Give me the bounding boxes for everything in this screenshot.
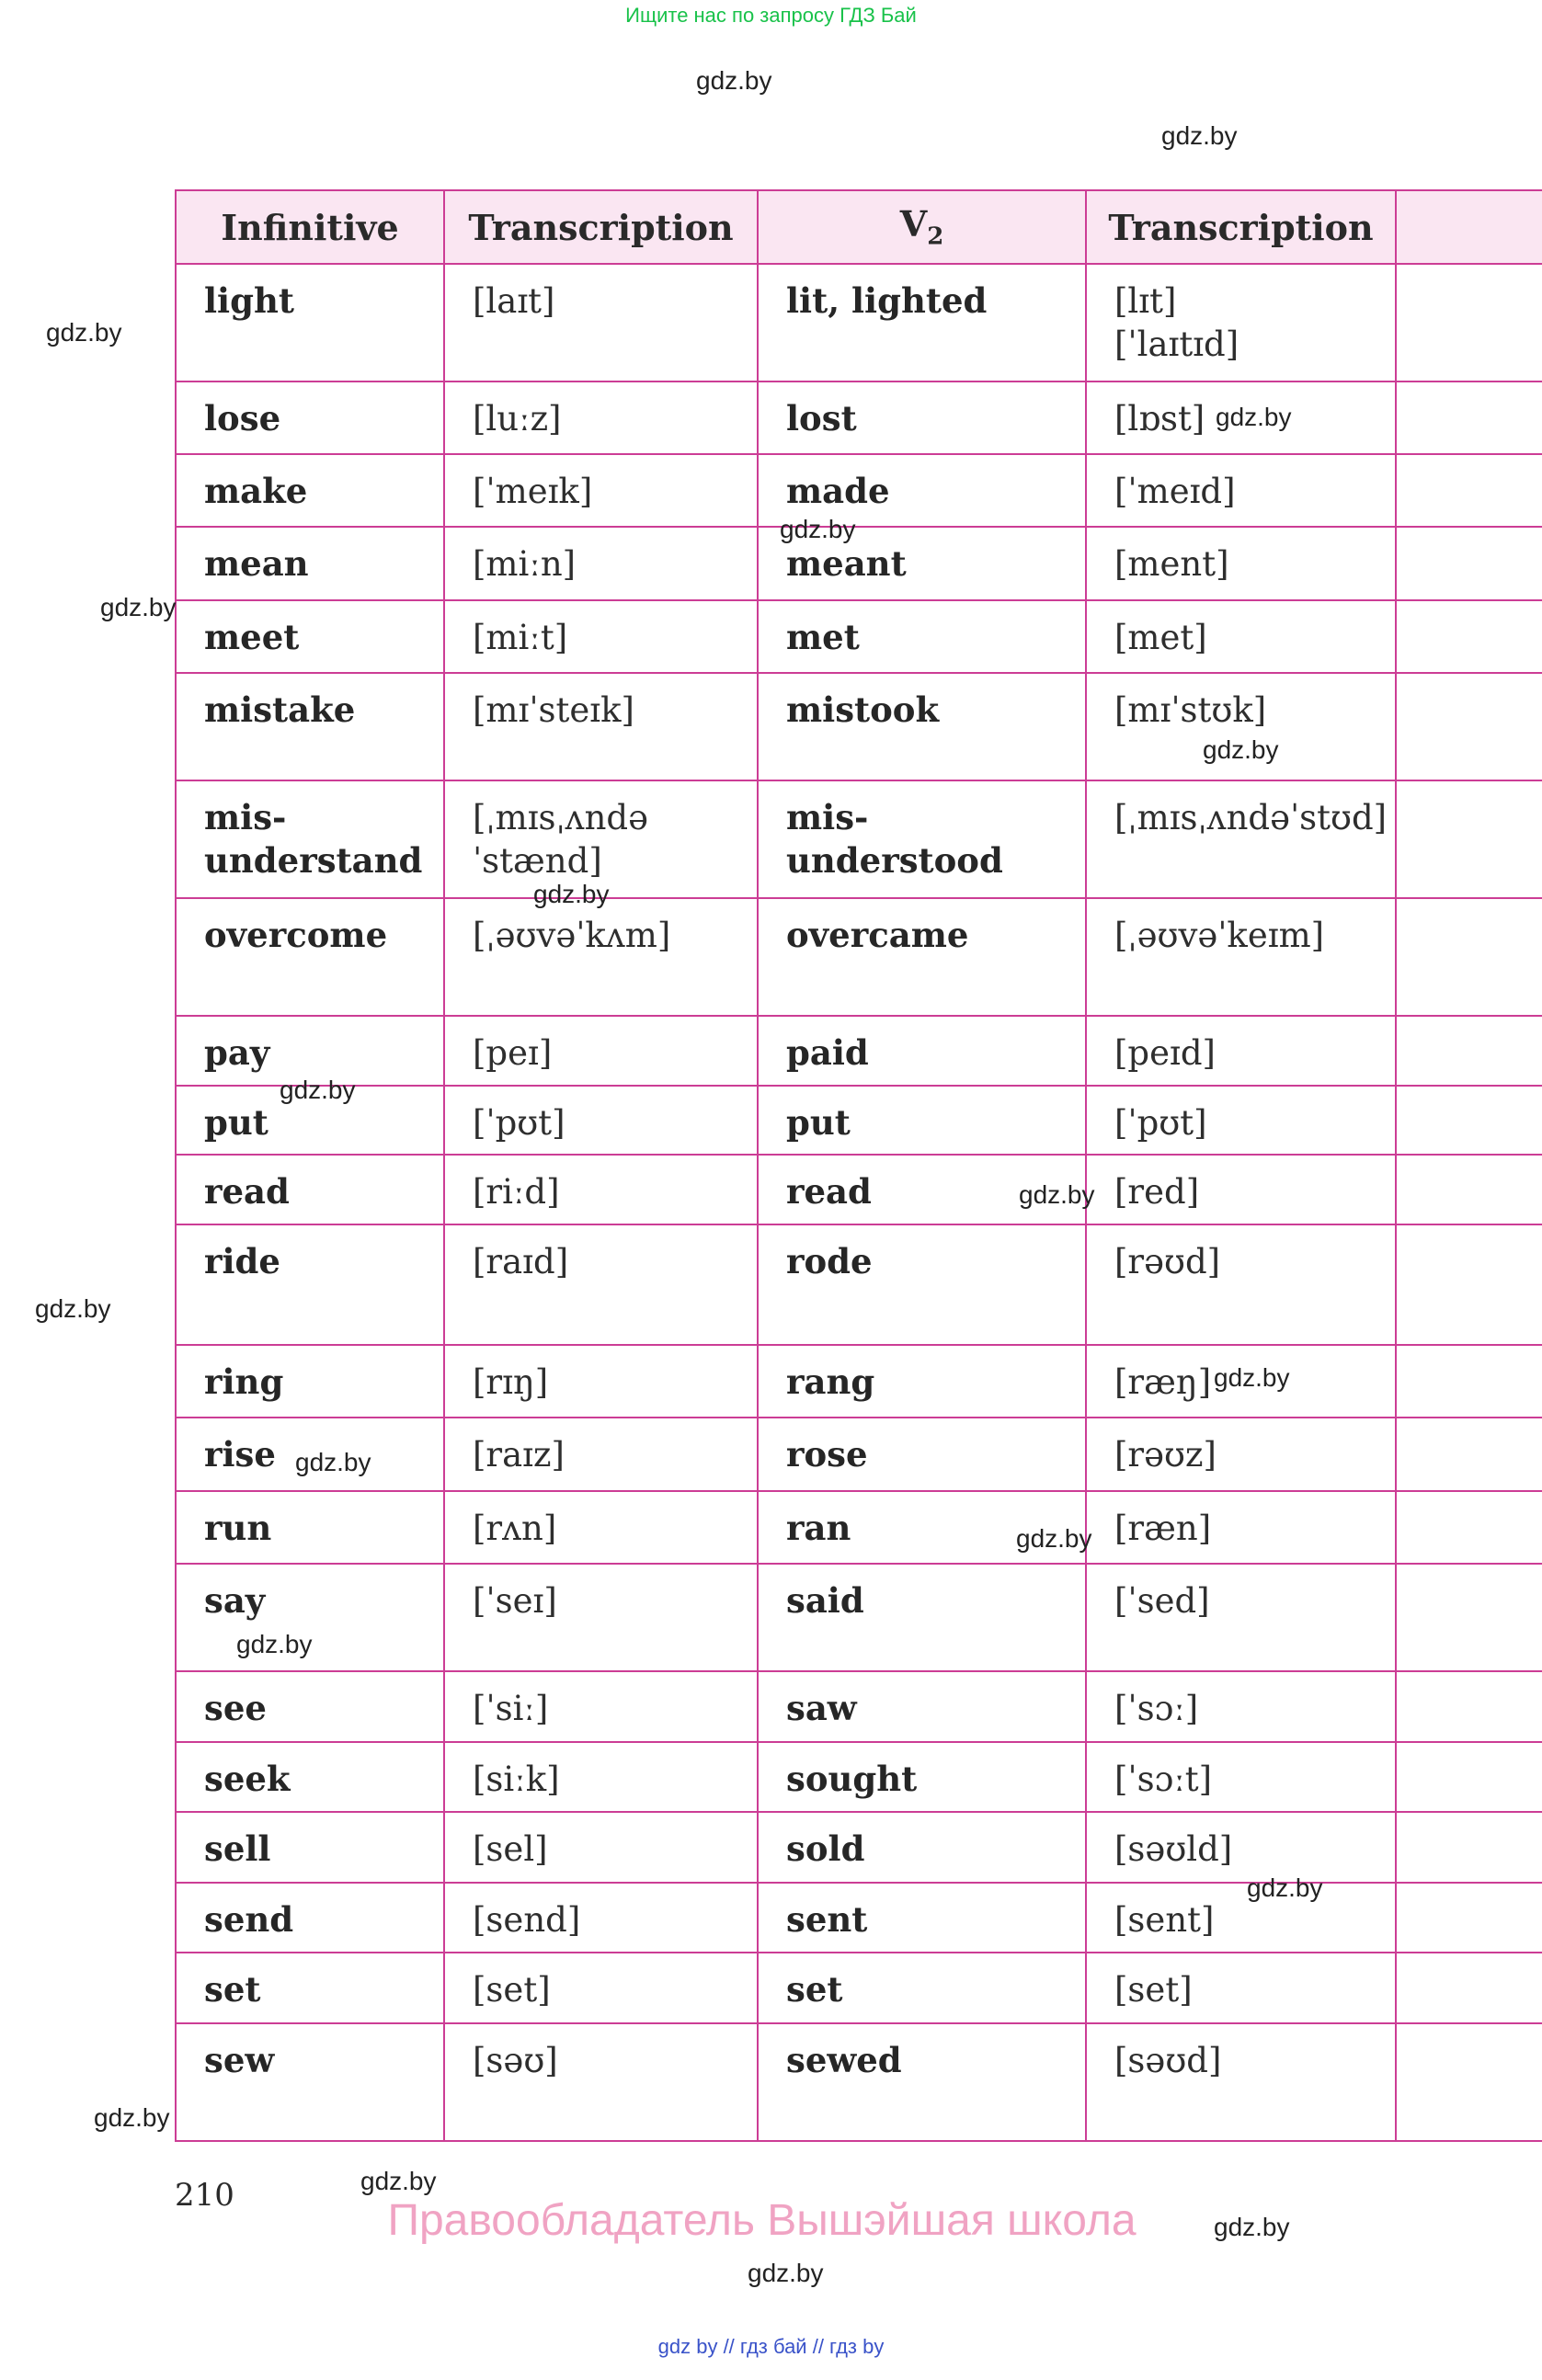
cell-v2 bbox=[758, 780, 1086, 898]
cell-transcription-2-text: [ræn] bbox=[1114, 1509, 1212, 1548]
cell-infinitive-text: make bbox=[204, 471, 308, 511]
cell-transcription-1 bbox=[444, 1418, 758, 1491]
cell-v2-text: rose bbox=[786, 1434, 868, 1475]
cell-infinitive-text: mistake bbox=[204, 689, 356, 730]
cell-v2-text: meant bbox=[786, 543, 907, 584]
cell-v2-text: paid bbox=[786, 1032, 869, 1073]
cell-transcription-1 bbox=[444, 1953, 758, 2023]
cell-infinitive-text: set bbox=[204, 1969, 261, 2010]
table-row bbox=[176, 1086, 1542, 1155]
cell-transcription-1-text: [raɪz] bbox=[473, 1435, 565, 1475]
cell-transcription-1 bbox=[444, 898, 758, 1016]
cell-transcription-1 bbox=[444, 1155, 758, 1224]
cell-infinitive bbox=[176, 673, 444, 780]
table-body bbox=[176, 264, 1542, 2141]
cell-transcription-2-text: [red] bbox=[1114, 1172, 1200, 1212]
cell-infinitive-text: seek bbox=[204, 1759, 291, 1799]
table-row bbox=[176, 898, 1542, 1016]
cell-transcription-1 bbox=[444, 1224, 758, 1345]
watermark: gdz.by bbox=[533, 880, 610, 908]
cell-transcription-2-text: [ˌmɪsˌʌndəˈstʊd] bbox=[1114, 798, 1388, 837]
watermark: gdz.by bbox=[360, 2167, 437, 2195]
cell-infinitive-text: overcome bbox=[204, 915, 388, 955]
cell-cutoff bbox=[1396, 1671, 1542, 1742]
cell-infinitive-text: mean bbox=[204, 543, 309, 584]
cell-infinitive-text: ride bbox=[204, 1241, 280, 1281]
cell-cutoff bbox=[1396, 1345, 1542, 1418]
table-header-row bbox=[176, 190, 1542, 264]
cell-infinitive bbox=[176, 1491, 444, 1564]
cell-transcription-1-text: [luːz] bbox=[473, 399, 562, 438]
watermark: gdz.by bbox=[1203, 735, 1279, 764]
cell-infinitive-text: light bbox=[204, 280, 294, 321]
cell-transcription-2-text: [set] bbox=[1114, 1970, 1193, 2010]
cell-transcription-2-text: [mɪˈstʊk] bbox=[1114, 690, 1267, 730]
cell-transcription-2 bbox=[1086, 1742, 1396, 1812]
table-row bbox=[176, 1883, 1542, 1953]
cell-transcription-1-text: [ˈseɪ] bbox=[473, 1581, 557, 1621]
cell-transcription-2 bbox=[1086, 1224, 1396, 1345]
cell-transcription-2-text: [lɒst] bbox=[1114, 399, 1205, 438]
cell-infinitive-text: meet bbox=[204, 617, 300, 657]
cell-transcription-2-text: [rəʊz] bbox=[1114, 1435, 1216, 1475]
cell-cutoff bbox=[1396, 1564, 1542, 1671]
cell-transcription-2 bbox=[1086, 1671, 1396, 1742]
cell-v2-text: lit, lighted bbox=[786, 280, 988, 321]
cell-cutoff bbox=[1396, 2023, 1542, 2141]
cell-transcription-1-text: [rɪŋ] bbox=[473, 1362, 549, 1402]
watermark: gdz.by bbox=[1214, 1363, 1290, 1392]
table-row bbox=[176, 454, 1542, 527]
cell-infinitive bbox=[176, 454, 444, 527]
cell-v2-text: read bbox=[786, 1171, 872, 1212]
cell-cutoff bbox=[1396, 1016, 1542, 1086]
cell-v2-text: rang bbox=[786, 1361, 875, 1402]
cell-transcription-1-text: [siːk] bbox=[473, 1759, 560, 1799]
cell-infinitive-text: sell bbox=[204, 1828, 271, 1869]
watermark: gdz.by bbox=[1214, 2213, 1290, 2241]
cell-transcription-1 bbox=[444, 264, 758, 381]
cell-v2-text: saw bbox=[786, 1688, 857, 1728]
cell-v2-text: made bbox=[786, 471, 890, 511]
cell-transcription-1-text: [set] bbox=[473, 1970, 551, 2010]
rights-holder: Правообладатель Вышэйшая школа bbox=[387, 2196, 1137, 2245]
cell-transcription-1-text: [rʌn] bbox=[473, 1509, 557, 1548]
cell-infinitive bbox=[176, 1224, 444, 1345]
watermark: gdz.by bbox=[280, 1076, 356, 1104]
cell-infinitive bbox=[176, 780, 444, 898]
cell-cutoff bbox=[1396, 898, 1542, 1016]
table-row bbox=[176, 1742, 1542, 1812]
cell-transcription-1 bbox=[444, 2023, 758, 2141]
cell-transcription-1 bbox=[444, 527, 758, 600]
cell-infinitive-text: pay bbox=[204, 1032, 270, 1073]
cell-transcription-1 bbox=[444, 1564, 758, 1671]
table-row bbox=[176, 1418, 1542, 1491]
cell-transcription-1-text: [sel] bbox=[473, 1829, 548, 1869]
cell-transcription-2-text: [səʊd] bbox=[1114, 2041, 1222, 2080]
cell-infinitive bbox=[176, 1742, 444, 1812]
cell-infinitive bbox=[176, 1345, 444, 1418]
cell-infinitive-text: ring bbox=[204, 1361, 284, 1402]
cell-v2 bbox=[758, 1345, 1086, 1418]
cell-cutoff bbox=[1396, 1883, 1542, 1953]
cell-transcription-2 bbox=[1086, 1086, 1396, 1155]
cell-infinitive bbox=[176, 527, 444, 600]
table-row bbox=[176, 600, 1542, 673]
watermark: gdz.by bbox=[1161, 121, 1238, 150]
cell-infinitive bbox=[176, 898, 444, 1016]
cell-transcription-2 bbox=[1086, 264, 1396, 381]
table-row bbox=[176, 1016, 1542, 1086]
table-row bbox=[176, 1564, 1542, 1671]
cell-v2-text: set bbox=[786, 1969, 843, 2010]
cell-v2 bbox=[758, 898, 1086, 1016]
cell-infinitive-text: mis- understand bbox=[204, 797, 423, 882]
cell-transcription-2 bbox=[1086, 1812, 1396, 1883]
cell-transcription-2 bbox=[1086, 2023, 1396, 2141]
table-row bbox=[176, 527, 1542, 600]
cell-transcription-1-text: [send] bbox=[473, 1900, 581, 1940]
cell-transcription-1-text: [laɪt] bbox=[473, 281, 555, 321]
cell-v2 bbox=[758, 1086, 1086, 1155]
cell-cutoff bbox=[1396, 600, 1542, 673]
table-row bbox=[176, 1345, 1542, 1418]
cell-transcription-2-text: [səʊld] bbox=[1114, 1829, 1233, 1869]
cell-infinitive-text: say bbox=[204, 1580, 266, 1621]
cell-transcription-1-text: [səʊ] bbox=[473, 2041, 558, 2080]
cell-transcription-2-text: [peɪd] bbox=[1114, 1033, 1216, 1073]
cell-transcription-2-text: [ˌəʊvəˈkeɪm] bbox=[1114, 916, 1325, 955]
cell-transcription-2 bbox=[1086, 1016, 1396, 1086]
cell-v2 bbox=[758, 1812, 1086, 1883]
cell-transcription-1 bbox=[444, 1016, 758, 1086]
cell-transcription-1 bbox=[444, 454, 758, 527]
cell-v2-text: put bbox=[786, 1102, 851, 1143]
header-cutoff bbox=[1396, 190, 1542, 264]
table-row bbox=[176, 673, 1542, 780]
cell-transcription-1-text: [raɪd] bbox=[473, 1242, 569, 1281]
header-v2 bbox=[758, 190, 1086, 264]
cell-transcription-1 bbox=[444, 1671, 758, 1742]
cell-cutoff bbox=[1396, 1086, 1542, 1155]
cell-v2-text: sewed bbox=[786, 2040, 902, 2080]
cell-v2-text: sought bbox=[786, 1759, 918, 1799]
cell-transcription-2-text: [ræŋ] bbox=[1114, 1362, 1212, 1402]
cell-transcription-2 bbox=[1086, 454, 1396, 527]
watermark: gdz.by bbox=[1216, 403, 1292, 431]
cell-transcription-2 bbox=[1086, 898, 1396, 1016]
cell-v2 bbox=[758, 600, 1086, 673]
cell-transcription-1-text: [riːd] bbox=[473, 1172, 560, 1212]
cell-v2-text: met bbox=[786, 617, 860, 657]
cell-transcription-2-text: [rəʊd] bbox=[1114, 1242, 1221, 1281]
cell-infinitive bbox=[176, 1953, 444, 2023]
cell-transcription-1 bbox=[444, 1345, 758, 1418]
cell-transcription-2 bbox=[1086, 527, 1396, 600]
cell-infinitive bbox=[176, 1671, 444, 1742]
cell-transcription-2 bbox=[1086, 1491, 1396, 1564]
cell-v2 bbox=[758, 1418, 1086, 1491]
cell-v2-text: ran bbox=[786, 1508, 851, 1548]
cell-transcription-2-text: [met] bbox=[1114, 618, 1207, 657]
cell-v2-text: lost bbox=[786, 398, 857, 438]
cell-transcription-1 bbox=[444, 1742, 758, 1812]
cell-transcription-1 bbox=[444, 1491, 758, 1564]
cell-transcription-1-text: [miːt] bbox=[473, 618, 568, 657]
watermark: gdz.by bbox=[100, 593, 177, 621]
cell-transcription-2 bbox=[1086, 1564, 1396, 1671]
header-infinitive: Infinitive bbox=[176, 190, 444, 264]
watermark: gdz.by bbox=[780, 515, 856, 543]
cell-infinitive-text: lose bbox=[204, 398, 281, 438]
cell-transcription-1 bbox=[444, 1883, 758, 1953]
cell-v2 bbox=[758, 264, 1086, 381]
cell-infinitive-text: run bbox=[204, 1508, 272, 1548]
cell-cutoff bbox=[1396, 381, 1542, 454]
table-row bbox=[176, 780, 1542, 898]
bottom-links[interactable]: gdz by // гдз бай // гдз by bbox=[657, 2335, 885, 2358]
watermark: gdz.by bbox=[1016, 1524, 1092, 1553]
table-row bbox=[176, 381, 1542, 454]
cell-transcription-2 bbox=[1086, 1418, 1396, 1491]
cell-transcription-2 bbox=[1086, 1883, 1396, 1953]
watermark: gdz.by bbox=[748, 2259, 824, 2287]
header-v2-main: V bbox=[899, 203, 928, 245]
cell-infinitive-text: rise bbox=[204, 1434, 276, 1475]
cell-transcription-1 bbox=[444, 673, 758, 780]
cell-transcription-1-text: [ˌəʊvəˈkʌm] bbox=[473, 916, 671, 955]
cell-infinitive bbox=[176, 1812, 444, 1883]
cell-v2 bbox=[758, 381, 1086, 454]
cell-v2-text: mis- understood bbox=[786, 797, 1003, 882]
cell-transcription-1-text: [ˈpʊt] bbox=[473, 1103, 565, 1143]
cell-infinitive-text: see bbox=[204, 1688, 267, 1728]
cell-cutoff bbox=[1396, 1742, 1542, 1812]
cell-transcription-1-text: [miːn] bbox=[473, 544, 577, 584]
cell-infinitive bbox=[176, 381, 444, 454]
cell-infinitive bbox=[176, 1155, 444, 1224]
cell-cutoff bbox=[1396, 673, 1542, 780]
cell-transcription-2-text: [lɪt] [ˈlaɪtɪd] bbox=[1114, 281, 1239, 365]
cell-cutoff bbox=[1396, 454, 1542, 527]
cell-v2 bbox=[758, 1671, 1086, 1742]
watermark: gdz.by bbox=[696, 66, 772, 95]
cell-v2 bbox=[758, 1564, 1086, 1671]
irregular-verbs-table bbox=[175, 189, 1542, 2142]
watermark: gdz.by bbox=[236, 1630, 313, 1658]
page-number: 210 bbox=[175, 2177, 234, 2214]
header-v2-sub: 2 bbox=[927, 222, 944, 251]
table-row bbox=[176, 1491, 1542, 1564]
table-row bbox=[176, 1812, 1542, 1883]
cell-transcription-1-text: [ˌmɪsˌʌndəˈstænd] bbox=[473, 798, 648, 882]
table-row bbox=[176, 2023, 1542, 2141]
cell-transcription-1-text: [peɪ] bbox=[473, 1033, 553, 1073]
cell-v2 bbox=[758, 1224, 1086, 1345]
cell-transcription-2-text: [ˈsed] bbox=[1114, 1581, 1210, 1621]
cell-transcription-1-text: [ˈmeɪk] bbox=[473, 472, 593, 511]
watermark: gdz.by bbox=[295, 1448, 371, 1476]
cell-v2-text: sent bbox=[786, 1899, 868, 1940]
watermark: gdz.by bbox=[94, 2103, 170, 2132]
cell-transcription-2 bbox=[1086, 1155, 1396, 1224]
cell-transcription-2-text: [ment] bbox=[1114, 544, 1229, 584]
cell-transcription-2-text: [sent] bbox=[1114, 1900, 1215, 1940]
cell-transcription-1-text: [mɪˈsteɪk] bbox=[473, 690, 634, 730]
top-banner[interactable]: Ищите нас по запросу ГДЗ Бай bbox=[625, 4, 917, 27]
cell-infinitive-text: put bbox=[204, 1102, 268, 1143]
cell-cutoff bbox=[1396, 1418, 1542, 1491]
watermark: gdz.by bbox=[1247, 1873, 1323, 1902]
cell-transcription-2 bbox=[1086, 600, 1396, 673]
cell-infinitive bbox=[176, 600, 444, 673]
cell-v2 bbox=[758, 673, 1086, 780]
header-transcription-1: Transcription bbox=[444, 190, 758, 264]
cell-infinitive bbox=[176, 264, 444, 381]
cell-transcription-2-text: [ˈsɔː] bbox=[1114, 1689, 1199, 1728]
cell-cutoff bbox=[1396, 780, 1542, 898]
cell-v2-text: said bbox=[786, 1580, 864, 1621]
cell-v2-text: sold bbox=[786, 1828, 865, 1869]
cell-transcription-2-text: [ˈpʊt] bbox=[1114, 1103, 1207, 1143]
table-row bbox=[176, 1953, 1542, 2023]
cell-transcription-2 bbox=[1086, 1953, 1396, 2023]
cell-v2 bbox=[758, 1016, 1086, 1086]
table-row bbox=[176, 1155, 1542, 1224]
cell-cutoff bbox=[1396, 527, 1542, 600]
watermark: gdz.by bbox=[1019, 1180, 1095, 1209]
cell-infinitive-text: sew bbox=[204, 2040, 275, 2080]
cell-transcription-1 bbox=[444, 600, 758, 673]
cell-v2-text: mistook bbox=[786, 689, 940, 730]
cell-cutoff bbox=[1396, 1155, 1542, 1224]
cell-v2-text: rode bbox=[786, 1241, 873, 1281]
cell-infinitive bbox=[176, 2023, 444, 2141]
cell-cutoff bbox=[1396, 1953, 1542, 2023]
table-row bbox=[176, 1224, 1542, 1345]
cell-transcription-2 bbox=[1086, 780, 1396, 898]
cell-v2 bbox=[758, 2023, 1086, 2141]
table-row bbox=[176, 1671, 1542, 1742]
cell-transcription-1-text: [ˈsiː] bbox=[473, 1689, 549, 1728]
header-transcription-2: Transcription bbox=[1086, 190, 1396, 264]
cell-v2 bbox=[758, 1742, 1086, 1812]
cell-transcription-1 bbox=[444, 381, 758, 454]
cell-transcription-2-text: [ˈsɔːt] bbox=[1114, 1759, 1213, 1799]
watermark: gdz.by bbox=[46, 318, 122, 347]
cell-v2-text: overcame bbox=[786, 915, 969, 955]
cell-infinitive-text: send bbox=[204, 1899, 294, 1940]
cell-v2 bbox=[758, 1953, 1086, 2023]
watermark: gdz.by bbox=[35, 1294, 111, 1323]
cell-v2 bbox=[758, 1883, 1086, 1953]
table-row bbox=[176, 264, 1542, 381]
cell-infinitive-text: read bbox=[204, 1171, 290, 1212]
cell-infinitive bbox=[176, 1883, 444, 1953]
cell-transcription-1 bbox=[444, 1812, 758, 1883]
cell-cutoff bbox=[1396, 1812, 1542, 1883]
cell-transcription-2-text: [ˈmeɪd] bbox=[1114, 472, 1236, 511]
cell-cutoff bbox=[1396, 264, 1542, 381]
cell-transcription-1 bbox=[444, 1086, 758, 1155]
cell-cutoff bbox=[1396, 1491, 1542, 1564]
cell-cutoff bbox=[1396, 1224, 1542, 1345]
